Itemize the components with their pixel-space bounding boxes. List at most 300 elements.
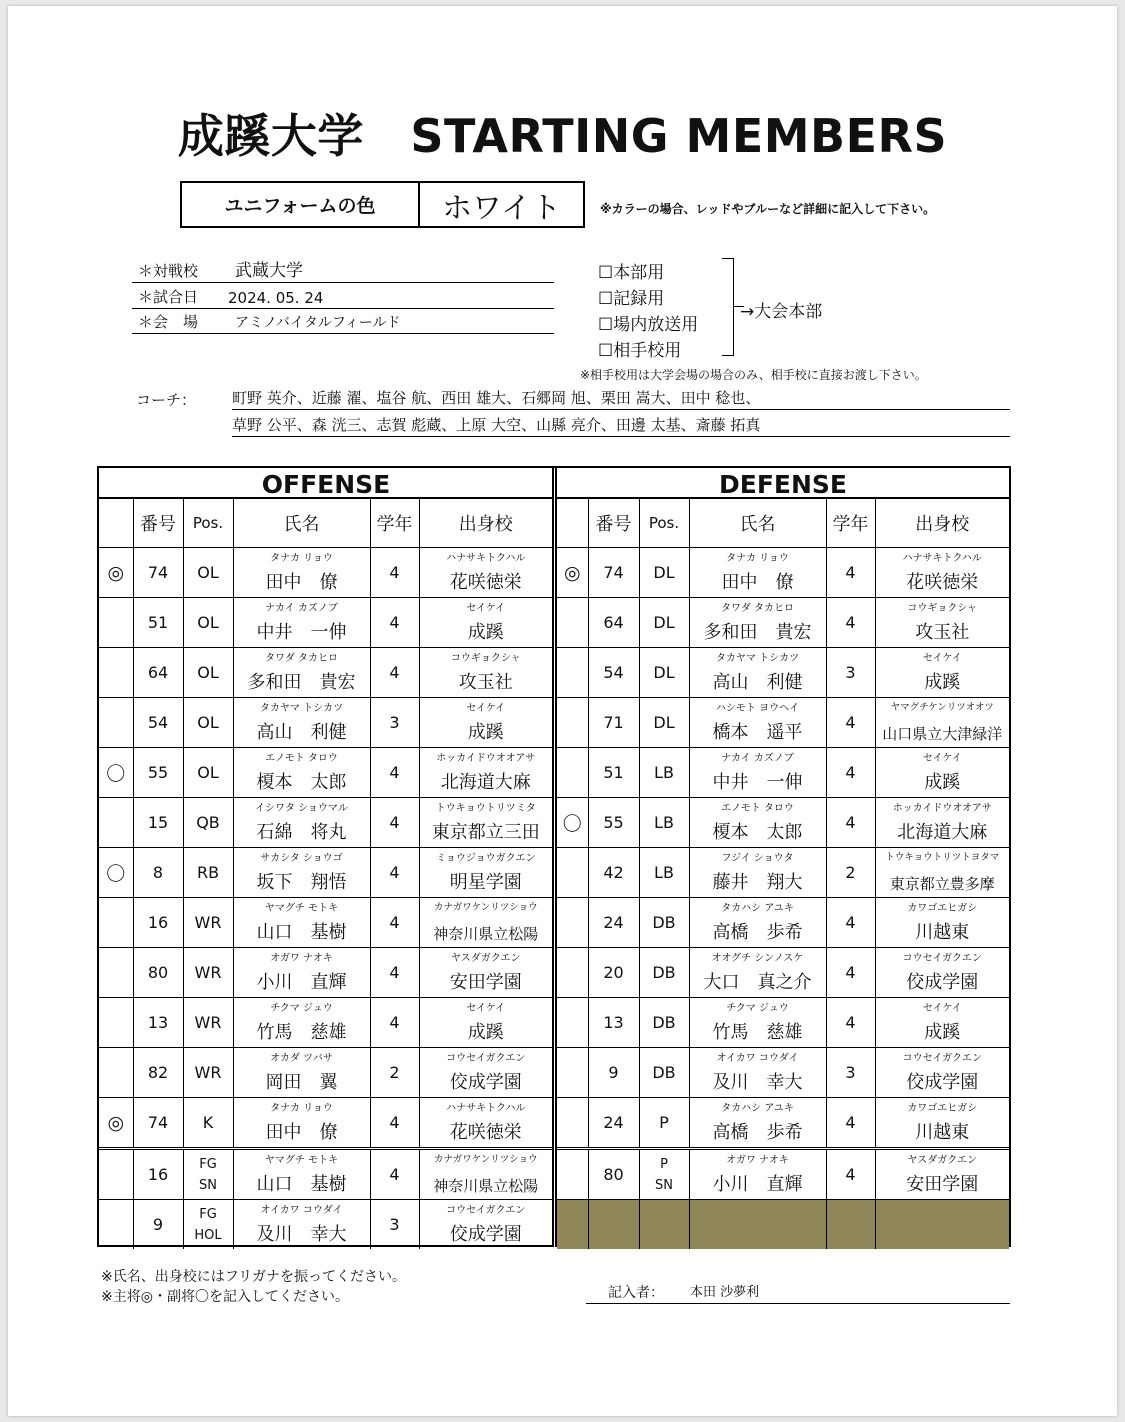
opponent-label: ＊対戦校 — [138, 262, 199, 280]
captain-mark — [557, 698, 588, 748]
offense-position-col-header: Pos. — [183, 499, 233, 548]
school-name: 花咲徳栄 — [906, 572, 979, 593]
player-year: 4 — [826, 948, 875, 998]
school-furigana: カワゴエヒガシ — [907, 903, 978, 914]
offense-header-row — [99, 499, 552, 548]
player-name: 及川 幸大 — [256, 1224, 347, 1245]
school-name: 川越東 — [915, 1122, 970, 1143]
school-furigana: ハナサキトクハル — [902, 553, 982, 564]
school-name: 東京都立豊多摩 — [889, 875, 995, 893]
table-row — [557, 1048, 1009, 1098]
table-row — [99, 998, 552, 1048]
destination-label: →大会本部 — [740, 302, 823, 322]
position-line-1: DL — [653, 663, 675, 682]
checkbox-jonai[interactable]: ☐場内放送用 — [598, 315, 699, 335]
player-name: 榎本 太郎 — [256, 772, 347, 793]
defense-year-col-header: 学年 — [826, 499, 875, 548]
player-position — [183, 748, 233, 798]
school-furigana: ヤスダガクエン — [907, 1155, 978, 1166]
player-number: 24 — [588, 1098, 639, 1149]
player-name: 高橋 歩希 — [712, 1122, 803, 1143]
captain-mark: 〇 — [557, 798, 588, 848]
player-name-cell — [689, 848, 826, 898]
name-furigana: イシワタ ショウマル — [255, 803, 348, 814]
player-name-cell — [689, 948, 826, 998]
name-furigana: サカシタ ショウゴ — [260, 853, 343, 864]
player-number: 20 — [588, 948, 639, 998]
player-name: 石綿 将丸 — [256, 822, 347, 843]
school-furigana: セイケイ — [922, 653, 962, 664]
player-number: 15 — [133, 798, 183, 848]
defense-empty-cell — [689, 1200, 826, 1250]
player-number: 82 — [133, 1048, 183, 1098]
school-cell — [419, 898, 552, 948]
captain-mark — [557, 948, 588, 998]
name-furigana: ハシモト ヨウヘイ — [715, 703, 800, 714]
captain-mark — [557, 648, 588, 698]
player-number: 74 — [133, 1098, 183, 1149]
player-name-cell — [689, 898, 826, 948]
table-row — [99, 748, 552, 798]
venue-row — [132, 309, 554, 334]
player-name: 橋本 遥平 — [712, 722, 803, 743]
captain-mark — [99, 1200, 133, 1250]
school-cell — [875, 1048, 1009, 1098]
school-furigana: コウギョクシャ — [450, 653, 521, 664]
school-name: 佼成学園 — [906, 972, 979, 993]
position-line-2: SN — [655, 1177, 673, 1193]
player-name: 多和田 貴宏 — [703, 622, 812, 643]
name-furigana: チクマ ジュウ — [726, 1003, 789, 1014]
player-name: 岡田 翼 — [265, 1072, 338, 1093]
checkbox-honbu[interactable]: ☐本部用 — [598, 263, 665, 283]
player-number: 80 — [588, 1149, 639, 1200]
position-line-1: LB — [654, 813, 674, 832]
table-row — [99, 548, 552, 598]
position-line-1: RB — [196, 863, 220, 882]
school-furigana: ホッカイドウオオアサ — [892, 803, 992, 814]
player-year: 4 — [370, 548, 419, 598]
player-number: 64 — [588, 598, 639, 648]
table-row — [557, 698, 1009, 748]
player-name-cell — [689, 748, 826, 798]
captain-mark: ◎ — [99, 548, 133, 598]
player-year: 3 — [370, 698, 419, 748]
school-name: 成蹊 — [924, 672, 961, 693]
player-position — [639, 1098, 689, 1149]
defense-empty-cell — [557, 1200, 588, 1250]
player-name-cell — [689, 1098, 826, 1149]
venue-value: アミノバイタルフィールド — [235, 315, 401, 331]
player-position — [639, 998, 689, 1048]
table-row — [557, 1098, 1009, 1149]
position-line-1: WR — [194, 1013, 222, 1032]
player-position — [639, 1048, 689, 1098]
position-line-1: LB — [654, 763, 674, 782]
position-line-1: OL — [197, 613, 219, 632]
school-name: 攻玉社 — [458, 672, 513, 693]
player-name-cell — [233, 998, 370, 1048]
table-row — [99, 598, 552, 648]
school-furigana: セイケイ — [922, 1003, 962, 1014]
recorder-line — [586, 1279, 1010, 1304]
player-number: 74 — [133, 548, 183, 598]
school-cell — [875, 948, 1009, 998]
captain-mark — [557, 1098, 588, 1149]
school-cell — [875, 648, 1009, 698]
school-furigana: コウセイガクエン — [446, 1053, 526, 1064]
defense-header-row — [557, 499, 1009, 548]
captain-mark — [99, 698, 133, 748]
school-name: 川越東 — [915, 922, 970, 943]
name-furigana: フジイ ショウタ — [721, 853, 794, 864]
player-name-cell — [233, 548, 370, 598]
school-cell — [419, 998, 552, 1048]
player-number: 8 — [133, 848, 183, 898]
position-line-1: P — [659, 1113, 669, 1132]
school-cell — [419, 1200, 552, 1250]
player-name: 高山 利健 — [256, 722, 347, 743]
player-name-cell — [233, 898, 370, 948]
player-year: 4 — [370, 898, 419, 948]
captain-mark: ◎ — [99, 1098, 133, 1149]
school-furigana: コウセイガクエン — [902, 1053, 982, 1064]
school-name: 佼成学園 — [449, 1224, 522, 1245]
name-furigana: ヤマグチ モトキ — [264, 1155, 339, 1166]
player-number: 13 — [588, 998, 639, 1048]
school-furigana: セイケイ — [466, 603, 506, 614]
player-position — [183, 848, 233, 898]
player-name: 山口 基樹 — [256, 1174, 347, 1195]
captain-mark — [557, 1048, 588, 1098]
page-title: 成蹊大学 STARTING MEMBERS — [177, 109, 948, 163]
name-furigana: タナカ リョウ — [726, 553, 789, 564]
table-row — [557, 1200, 1009, 1250]
captain-mark — [99, 648, 133, 698]
table-row — [557, 848, 1009, 898]
school-furigana: ヤマグチケンリツオオツ — [890, 702, 994, 713]
player-name: 及川 幸大 — [712, 1072, 803, 1093]
position-line-1: P — [660, 1156, 668, 1172]
name-furigana: オオグチ シンノスケ — [711, 953, 804, 964]
player-name-cell — [689, 1149, 826, 1200]
school-cell — [875, 898, 1009, 948]
captain-mark: 〇 — [99, 848, 133, 898]
coach-line-2: 草野 公平、森 洸三、志賀 彪蔵、上原 大空、山縣 亮介、田邊 太基、斎藤 拓真 — [232, 414, 1010, 437]
player-number: 13 — [133, 998, 183, 1048]
player-number: 74 — [588, 548, 639, 598]
player-year: 4 — [370, 798, 419, 848]
name-furigana: エノモト タロウ — [265, 753, 338, 764]
defense-empty-cell — [826, 1200, 875, 1250]
player-name: 山口 基樹 — [256, 922, 347, 943]
name-furigana: タワダ タカヒロ — [264, 653, 339, 664]
captain-mark — [557, 898, 588, 948]
school-cell — [875, 1098, 1009, 1149]
player-position — [639, 548, 689, 598]
school-furigana: コウセイガクエン — [446, 1205, 526, 1216]
name-furigana: オガワ ナオキ — [270, 953, 333, 964]
player-name: 多和田 貴宏 — [247, 672, 356, 693]
position-line-1: FG — [199, 1206, 217, 1222]
position-line-1: OL — [197, 713, 219, 732]
school-cell — [419, 848, 552, 898]
player-name-cell — [233, 948, 370, 998]
player-number: 16 — [133, 898, 183, 948]
name-furigana: オイカワ コウダイ — [716, 1053, 799, 1064]
school-cell — [419, 598, 552, 648]
player-year: 3 — [370, 1200, 419, 1250]
school-name: 成蹊 — [924, 772, 961, 793]
table-row — [99, 648, 552, 698]
player-year: 4 — [370, 998, 419, 1048]
school-name: 北海道大麻 — [897, 822, 988, 843]
footnote-furigana: ※氏名、出身校にはフリガナを振ってください。 — [101, 1269, 407, 1285]
table-row — [557, 598, 1009, 648]
footnote-captain: ※主将◎・副将〇を記入してください。 — [101, 1289, 349, 1305]
school-name: 神奈川県立松陽 — [433, 1177, 539, 1195]
player-position — [639, 798, 689, 848]
player-name: 竹馬 慈雄 — [712, 1022, 803, 1043]
player-name-cell — [233, 1200, 370, 1250]
position-line-1: K — [202, 1113, 214, 1132]
captain-mark — [99, 898, 133, 948]
player-year: 4 — [370, 748, 419, 798]
player-number: 64 — [133, 648, 183, 698]
school-cell — [419, 798, 552, 848]
table-row — [557, 898, 1009, 948]
defense-empty-cell — [875, 1200, 1009, 1250]
player-name-cell — [689, 598, 826, 648]
player-position — [183, 598, 233, 648]
coach-label: コーチ： — [136, 391, 197, 409]
player-position — [639, 748, 689, 798]
defense-table — [557, 499, 1009, 1249]
player-name: 田中 僚 — [721, 572, 794, 593]
offense-year-col-header: 学年 — [370, 499, 419, 548]
player-name: 坂下 翔悟 — [256, 872, 347, 893]
player-year: 4 — [826, 598, 875, 648]
uniform-color-value: ホワイト — [441, 190, 562, 226]
date-row — [132, 284, 554, 309]
table-row — [557, 1149, 1009, 1200]
uniform-color-box — [180, 181, 585, 228]
school-name: 山口県立大津緑洋 — [882, 725, 1003, 743]
school-cell — [875, 798, 1009, 848]
captain-mark: ◎ — [557, 548, 588, 598]
table-row — [557, 748, 1009, 798]
school-furigana: ホッカイドウオオアサ — [436, 753, 536, 764]
player-year: 4 — [826, 798, 875, 848]
table-row — [99, 898, 552, 948]
player-position — [183, 798, 233, 848]
player-name: 高山 利健 — [712, 672, 803, 693]
school-name: 安田学園 — [449, 972, 522, 993]
school-furigana: コウセイガクエン — [902, 953, 982, 964]
position-line-2: SN — [199, 1177, 217, 1193]
name-furigana: チクマ ジュウ — [270, 1003, 333, 1014]
school-furigana: トウキョウトリツミタ — [435, 803, 536, 814]
player-position — [183, 548, 233, 598]
school-name: 明星学園 — [449, 872, 522, 893]
player-year: 4 — [370, 948, 419, 998]
position-line-1: DB — [652, 1063, 676, 1082]
player-year: 4 — [826, 748, 875, 798]
defense-school-col-header: 出身校 — [875, 499, 1009, 548]
name-furigana: オカダ ツバサ — [270, 1053, 333, 1064]
player-name-cell — [689, 698, 826, 748]
defense-empty-cell — [639, 1200, 689, 1250]
captain-mark — [557, 598, 588, 648]
position-line-1: DB — [652, 963, 676, 982]
table-row — [99, 848, 552, 898]
position-line-1: DB — [652, 1013, 676, 1032]
player-position — [639, 898, 689, 948]
player-year: 4 — [826, 1098, 875, 1149]
defense-position-col-header: Pos. — [639, 499, 689, 548]
defense-number-col-header: 番号 — [588, 499, 639, 548]
date-value: 2024. 05. 24 — [228, 289, 324, 307]
player-year: 4 — [826, 1149, 875, 1200]
checkbox-aite[interactable]: ☐相手校用 — [598, 341, 682, 361]
offense-name-col-header: 氏名 — [233, 499, 370, 548]
table-row — [99, 1149, 552, 1200]
player-name-cell — [233, 1098, 370, 1149]
name-furigana: タカヤマ トシカツ — [259, 703, 344, 714]
position-line-1: DL — [653, 563, 675, 582]
player-number: 55 — [588, 798, 639, 848]
recorder-label: 記入者： — [608, 1285, 664, 1301]
table-row — [99, 1098, 552, 1149]
school-furigana: ヤスダガクエン — [450, 953, 521, 964]
defense-heading: DEFENSE — [557, 468, 1009, 499]
uniform-color-label: ユニフォームの色 — [182, 183, 420, 226]
player-name-cell — [233, 598, 370, 648]
roster-table — [97, 466, 1011, 1247]
player-name-cell — [233, 848, 370, 898]
captain-mark — [557, 848, 588, 898]
player-name: 小川 直輝 — [256, 972, 347, 993]
player-name-cell — [689, 648, 826, 698]
position-line-1: DB — [652, 913, 676, 932]
player-name-cell — [233, 748, 370, 798]
player-position — [183, 898, 233, 948]
captain-mark — [557, 748, 588, 798]
school-name: 佼成学園 — [906, 1072, 979, 1093]
player-name-cell — [689, 998, 826, 1048]
school-cell — [875, 1149, 1009, 1200]
player-year: 4 — [370, 1149, 419, 1200]
player-name: 高橋 歩希 — [712, 922, 803, 943]
player-number: 54 — [133, 698, 183, 748]
school-cell — [419, 648, 552, 698]
school-cell — [419, 1149, 552, 1200]
school-name: 成蹊 — [924, 1022, 961, 1043]
school-furigana: セイケイ — [922, 753, 962, 764]
table-row — [99, 948, 552, 998]
player-number: 55 — [133, 748, 183, 798]
school-furigana: カナガワケンリツショウ — [433, 1154, 538, 1165]
player-name: 中井 一伸 — [256, 622, 347, 643]
player-position — [183, 1149, 233, 1200]
offense-school-col-header: 出身校 — [419, 499, 552, 548]
school-cell — [875, 848, 1009, 898]
table-row — [99, 798, 552, 848]
checkbox-kiroku[interactable]: ☐記録用 — [598, 289, 665, 309]
table-row — [99, 1200, 552, 1250]
position-line-1: OL — [197, 563, 219, 582]
opponent-value: 武蔵大学 — [235, 261, 303, 281]
school-name: 花咲徳栄 — [449, 572, 522, 593]
player-name: 竹馬 慈雄 — [256, 1022, 347, 1043]
school-furigana: セイケイ — [466, 1003, 506, 1014]
player-number: 51 — [588, 748, 639, 798]
player-year: 3 — [826, 1048, 875, 1098]
opponent-row — [132, 258, 554, 283]
name-furigana: エノモト タロウ — [721, 803, 794, 814]
school-name: 佼成学園 — [449, 1072, 522, 1093]
player-name-cell — [233, 698, 370, 748]
school-cell — [419, 548, 552, 598]
position-line-1: WR — [194, 913, 222, 932]
name-furigana: ナカイ カズノブ — [721, 753, 794, 764]
school-furigana: ミョウジョウガクエン — [436, 853, 536, 864]
player-year: 2 — [826, 848, 875, 898]
table-row — [557, 798, 1009, 848]
school-furigana: トウキョウトリツトヨタマ — [885, 852, 1000, 863]
captain-mark — [99, 798, 133, 848]
position-line-1: FG — [199, 1156, 217, 1172]
captain-mark — [557, 1149, 588, 1200]
school-cell — [419, 1048, 552, 1098]
player-position — [183, 1098, 233, 1149]
name-furigana: タカハシ アユキ — [721, 903, 794, 914]
player-name: 中井 一伸 — [712, 772, 803, 793]
player-name-cell — [689, 798, 826, 848]
player-year: 3 — [826, 648, 875, 698]
position-line-1: DL — [653, 713, 675, 732]
player-year: 4 — [370, 648, 419, 698]
captain-mark — [99, 998, 133, 1048]
player-year: 4 — [370, 848, 419, 898]
player-year: 4 — [826, 698, 875, 748]
captain-mark — [99, 1048, 133, 1098]
player-year: 4 — [826, 998, 875, 1048]
player-position — [639, 1149, 689, 1200]
uniform-color-note: ※カラーの場合、レッドやブルーなど詳細に記入して下さい。 — [600, 202, 936, 216]
position-line-1: DL — [653, 613, 675, 632]
position-line-1: QB — [196, 813, 220, 832]
school-cell — [875, 598, 1009, 648]
player-year: 4 — [826, 548, 875, 598]
player-name: 田中 僚 — [265, 572, 338, 593]
school-furigana: ハナサキトクハル — [446, 553, 526, 564]
school-furigana: カナガワケンリツショウ — [433, 902, 538, 913]
player-position — [183, 648, 233, 698]
player-position — [639, 848, 689, 898]
school-cell — [419, 698, 552, 748]
offense-table — [99, 499, 552, 1249]
offense-cap-col-header — [99, 499, 133, 548]
player-name: 榎本 太郎 — [712, 822, 803, 843]
player-year: 4 — [370, 598, 419, 648]
player-name-cell — [233, 1048, 370, 1098]
captain-mark — [99, 1149, 133, 1200]
position-line-1: WR — [194, 963, 222, 982]
player-number: 71 — [588, 698, 639, 748]
captain-mark — [99, 598, 133, 648]
recorder-name: 本田 沙夢利 — [690, 1285, 760, 1300]
